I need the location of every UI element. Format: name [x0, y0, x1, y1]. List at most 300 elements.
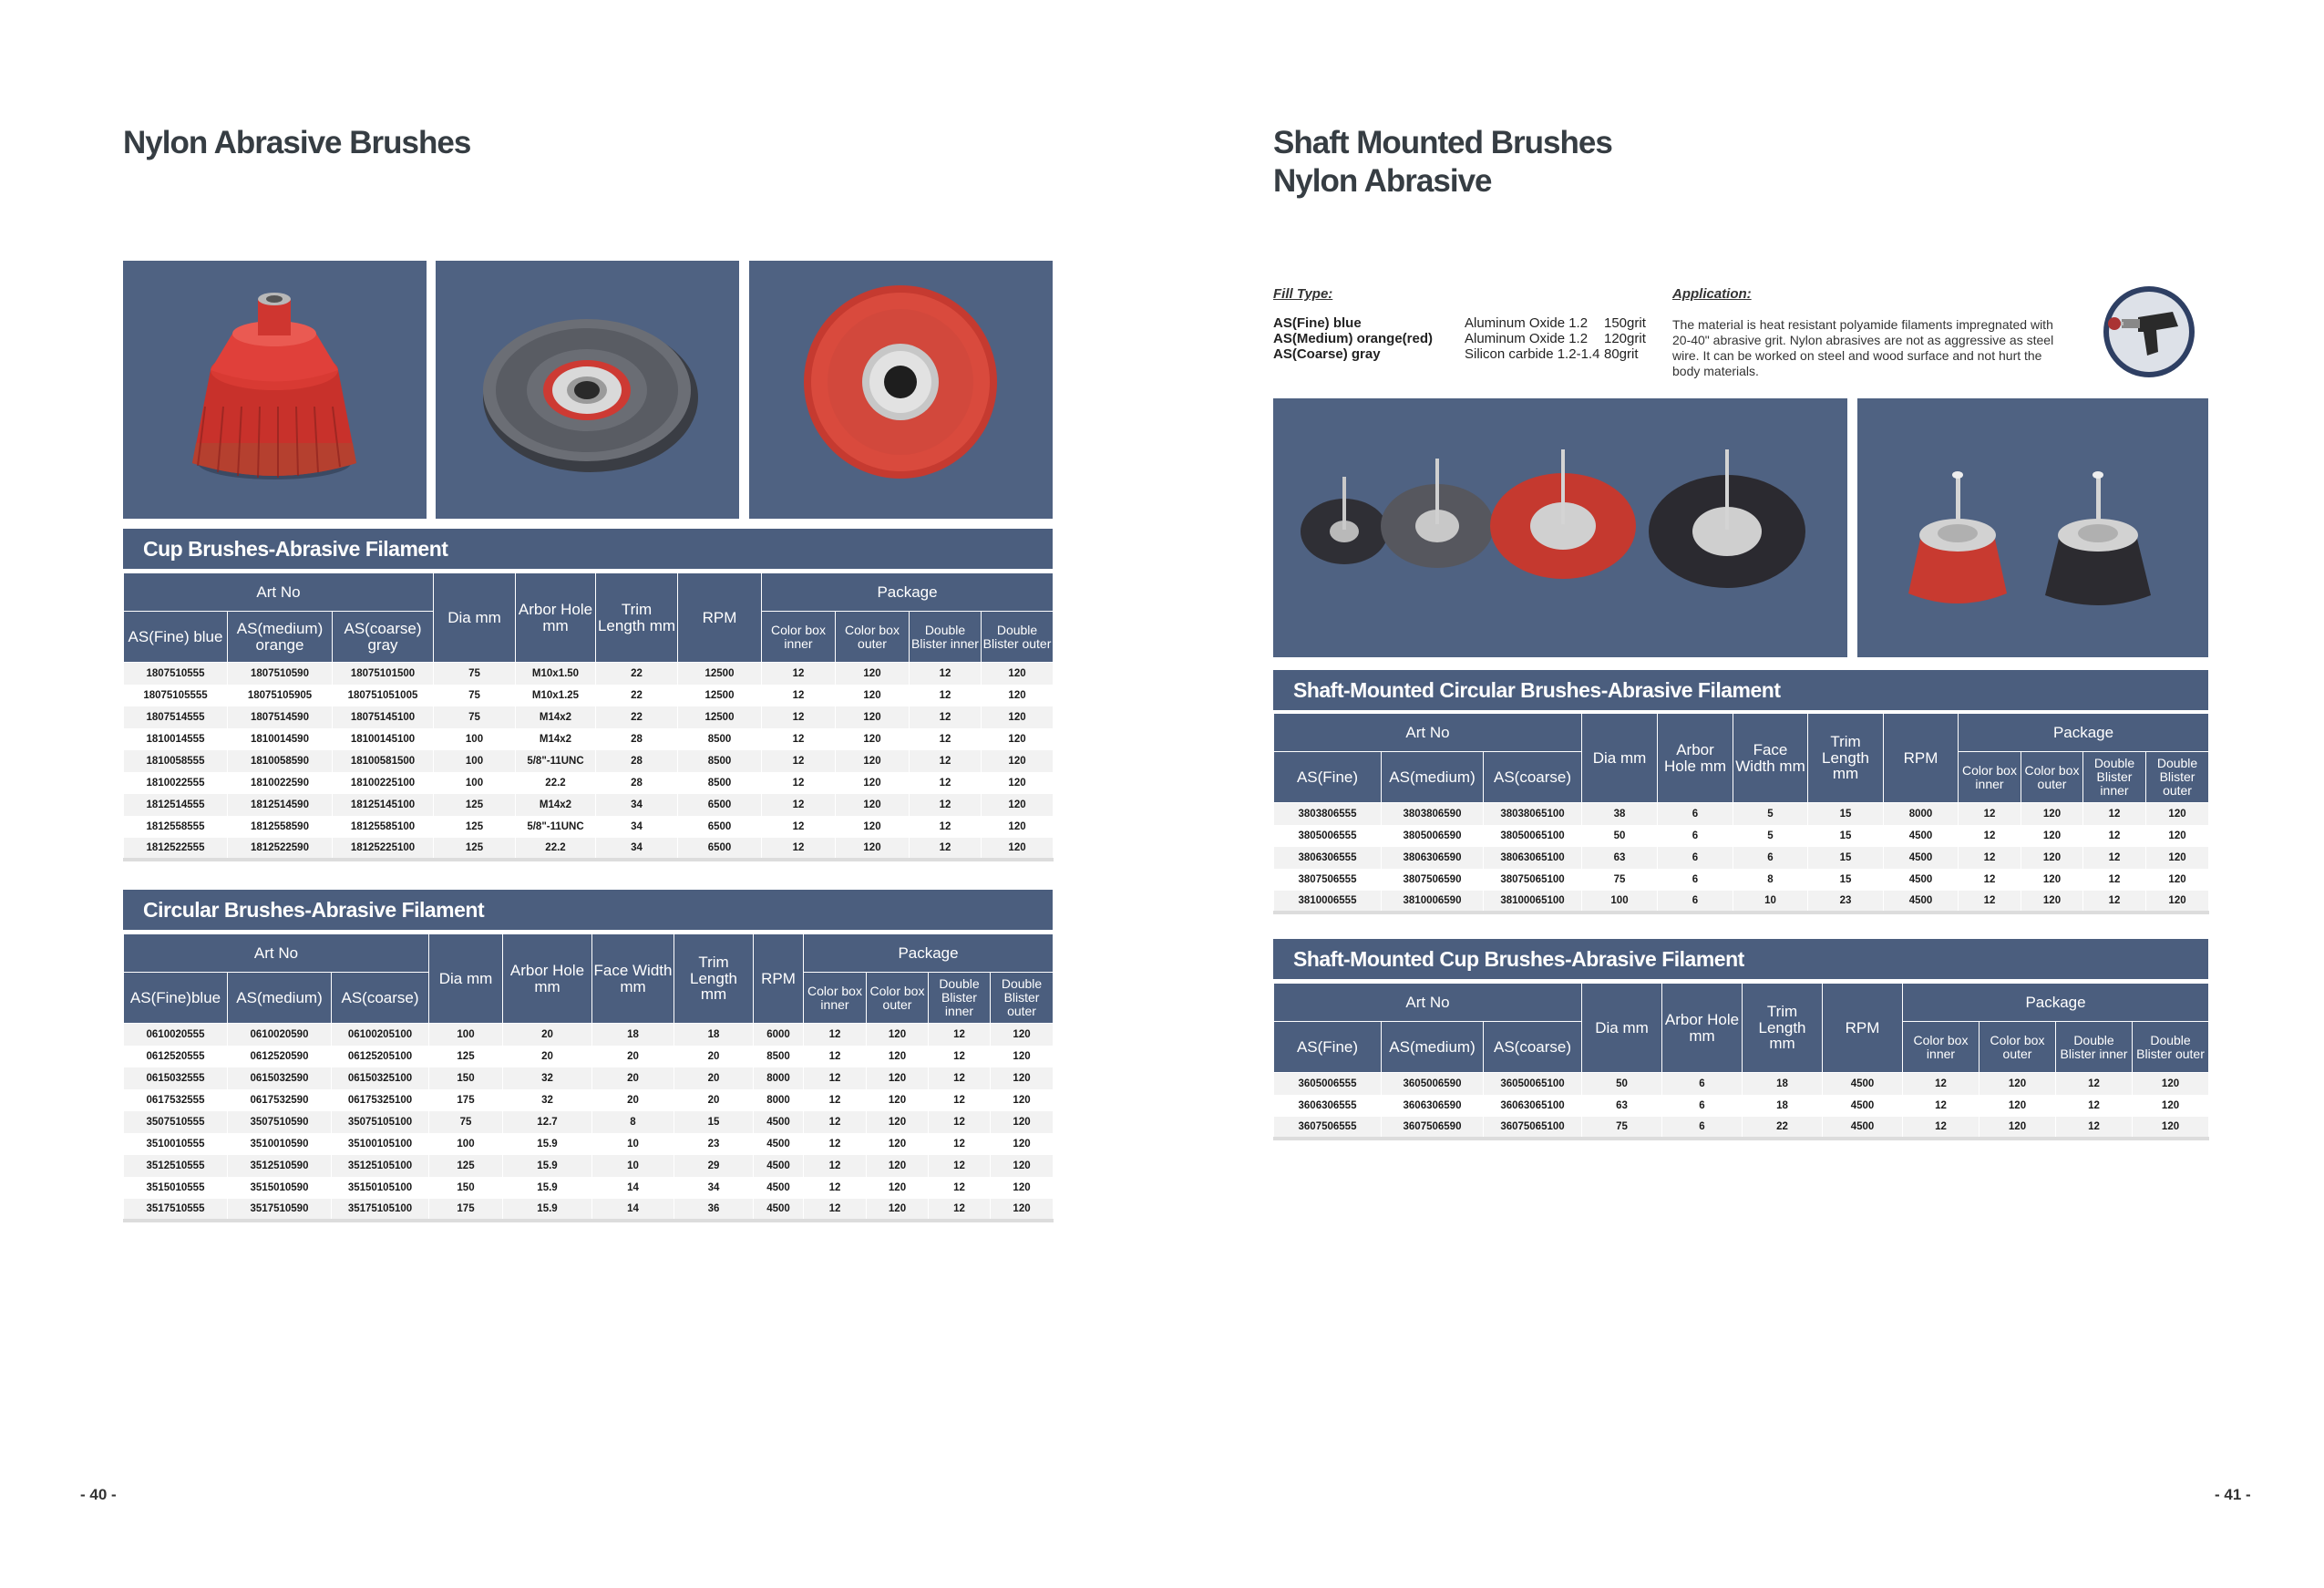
package-header: Package — [1959, 714, 2209, 752]
table-cell: 10 — [592, 1133, 674, 1155]
table-cell: M10x1.50 — [516, 663, 596, 685]
table-row — [124, 706, 1054, 728]
table-cell: 3803806590 — [1382, 803, 1484, 825]
rpm-header: RPM — [754, 934, 804, 1024]
table-cell: 8500 — [754, 1046, 804, 1067]
table-cell: 1812558555 — [124, 816, 228, 838]
trim-length-header: Trim Length mm — [1743, 984, 1823, 1073]
table-cell: 1810058555 — [124, 750, 228, 772]
table-cell: M14x2 — [516, 728, 596, 750]
table-cell: 35075105100 — [332, 1111, 429, 1133]
table-cell: 12 — [762, 794, 836, 816]
color-box-outer-header: Color box outer — [1980, 1022, 2056, 1073]
table-cell: 3510010590 — [228, 1133, 332, 1155]
table-cell: 3605006555 — [1274, 1073, 1382, 1095]
table-cell: 120 — [836, 706, 910, 728]
table-cell: 12 — [1959, 847, 2021, 869]
table-cell: 22 — [596, 663, 678, 685]
table-cell: 120 — [2021, 891, 2083, 913]
fill-grade: AS(Medium) orange(red) — [1273, 331, 1434, 346]
rpm-header: RPM — [1823, 984, 1903, 1073]
table-cell: 120 — [991, 1089, 1054, 1111]
shaft-cup-header: Shaft-Mounted Cup Brushes-Abrasive Filament — [1273, 939, 2208, 979]
table-cell: 12 — [762, 772, 836, 794]
color-box-inner-header: Color box inner — [1903, 1022, 1980, 1073]
table-cell: 75 — [1582, 869, 1658, 891]
color-box-outer-header: Color box outer — [867, 973, 929, 1024]
double-blister-outer-header: Double Blister outer — [991, 973, 1054, 1024]
table-cell: 34 — [596, 816, 678, 838]
table-cell: 100 — [434, 772, 516, 794]
table-cell: 12.7 — [503, 1111, 592, 1133]
table-cell: 14 — [592, 1199, 674, 1221]
table-cell: 3806306555 — [1274, 847, 1382, 869]
shaft-circular-brushes-photo — [1273, 398, 1847, 657]
table-cell: 1812514555 — [124, 794, 228, 816]
table-cell: 4500 — [1884, 891, 1959, 913]
arbor-hole-header: Arbor Hole mm — [503, 934, 592, 1024]
table-cell: 3806306590 — [1382, 847, 1484, 869]
double-blister-inner-header: Double Blister inner — [2056, 1022, 2133, 1073]
table-cell: 12 — [804, 1024, 867, 1046]
table-cell: 15.9 — [503, 1155, 592, 1177]
table-row — [1274, 847, 2209, 869]
table-cell: 120 — [867, 1089, 929, 1111]
table-row — [124, 1199, 1054, 1221]
table-cell: 15 — [1808, 847, 1884, 869]
table-row — [1274, 1095, 2209, 1117]
table-cell: 6 — [1658, 803, 1733, 825]
table-cell: 120 — [836, 728, 910, 750]
table-cell: 120 — [867, 1177, 929, 1199]
double-blister-outer-header: Double Blister outer — [982, 612, 1054, 663]
table-cell: 18100145100 — [333, 728, 434, 750]
table-cell: 75 — [1582, 1117, 1662, 1139]
table-cell: 120 — [1980, 1095, 2056, 1117]
table-cell: 8000 — [1884, 803, 1959, 825]
table-cell: 12 — [1903, 1095, 1980, 1117]
table-row — [1274, 891, 2209, 913]
table-cell: 12 — [929, 1067, 991, 1089]
table-cell: 1810058590 — [228, 750, 333, 772]
art-no-header: Art No — [1274, 984, 1582, 1022]
table-cell: 100 — [434, 728, 516, 750]
table-cell: 22 — [596, 706, 678, 728]
table-cell: 1807514590 — [228, 706, 333, 728]
table-cell: 12 — [2083, 847, 2146, 869]
table-row — [124, 1067, 1054, 1089]
cup-brushes-table — [123, 572, 1054, 861]
table-cell: 120 — [2146, 869, 2209, 891]
table-row — [124, 1024, 1054, 1046]
fine-header: AS(Fine) — [1274, 1022, 1382, 1073]
fill-material: Silicon carbide 1.2-1.4 — [1465, 346, 1600, 362]
table-cell: 63 — [1582, 1095, 1662, 1117]
table-cell: 12 — [929, 1024, 991, 1046]
right-title-line1: Shaft Mounted Brushes — [1273, 125, 1612, 160]
fine-header: AS(Fine) — [1274, 752, 1382, 803]
table-cell: 28 — [596, 728, 678, 750]
package-header: Package — [762, 573, 1054, 612]
table-row — [124, 663, 1054, 685]
table-cell: 35125105100 — [332, 1155, 429, 1177]
dia-header: Dia mm — [1582, 984, 1662, 1073]
table-cell: 120 — [2133, 1117, 2209, 1139]
table-cell: 120 — [836, 838, 910, 860]
table-cell: 12 — [2056, 1073, 2133, 1095]
medium-header: AS(medium) — [1382, 752, 1484, 803]
dia-header: Dia mm — [434, 573, 516, 663]
table-cell: 15.9 — [503, 1133, 592, 1155]
coarse-header: AS(coarse) — [1484, 752, 1582, 803]
table-row — [124, 838, 1054, 860]
table-cell: 120 — [2146, 847, 2209, 869]
table-cell: 0617532590 — [228, 1089, 332, 1111]
right-page-title — [1273, 124, 1612, 201]
table-cell: 12 — [910, 838, 982, 860]
table-cell: 3507510555 — [124, 1111, 228, 1133]
table-cell: 6 — [1662, 1095, 1743, 1117]
table-cell: 120 — [1980, 1117, 2056, 1139]
medium-header: AS(medium) — [228, 973, 332, 1024]
table-cell: 1812522555 — [124, 838, 228, 860]
table-cell: 6 — [1658, 847, 1733, 869]
table-row — [1274, 1117, 2209, 1139]
table-cell: 18075105555 — [124, 685, 228, 706]
table-cell: 120 — [867, 1155, 929, 1177]
table-row — [124, 1155, 1054, 1177]
table-cell: 12 — [762, 816, 836, 838]
table-cell: 18 — [1743, 1073, 1823, 1095]
table-cell: 32 — [503, 1089, 592, 1111]
table-cell: 3507510590 — [228, 1111, 332, 1133]
table-cell: 3810006555 — [1274, 891, 1382, 913]
fill-material: Aluminum Oxide 1.2 — [1465, 315, 1589, 331]
fill-grit: 120grit — [1604, 331, 1646, 346]
fill-grit: 150grit — [1604, 315, 1646, 331]
table-cell: 12 — [929, 1133, 991, 1155]
table-cell: 18075145100 — [333, 706, 434, 728]
table-cell: 6 — [1658, 869, 1733, 891]
table-cell: 120 — [836, 685, 910, 706]
table-cell: 12 — [910, 816, 982, 838]
table-cell: 36050065100 — [1484, 1073, 1582, 1095]
table-cell: 18125225100 — [333, 838, 434, 860]
fill-type-label: Fill Type: — [1273, 286, 1333, 302]
art-no-header: Art No — [1274, 714, 1582, 752]
table-cell: 120 — [867, 1111, 929, 1133]
table-cell: 18075101500 — [333, 663, 434, 685]
table-row — [124, 728, 1054, 750]
left-page-title: Nylon Abrasive Brushes — [123, 125, 471, 160]
table-cell: 8 — [1733, 869, 1808, 891]
table-cell: 175 — [429, 1089, 503, 1111]
table-cell: 0612520590 — [228, 1046, 332, 1067]
table-cell: 18125145100 — [333, 794, 434, 816]
table-cell: 3803806555 — [1274, 803, 1382, 825]
table-row — [1274, 869, 2209, 891]
table-cell: 1810022590 — [228, 772, 333, 794]
table-cell: 50 — [1582, 825, 1658, 847]
table-cell: 120 — [982, 816, 1054, 838]
table-cell: 18 — [1743, 1095, 1823, 1117]
table-cell: 34 — [596, 794, 678, 816]
table-cell: 15 — [1808, 869, 1884, 891]
table-cell: 120 — [982, 750, 1054, 772]
table-cell: 12 — [910, 706, 982, 728]
table-cell: 22.2 — [516, 838, 596, 860]
table-cell: 1812514590 — [228, 794, 333, 816]
table-cell: 12 — [804, 1133, 867, 1155]
table-cell: 120 — [982, 772, 1054, 794]
grey-wheel-brush-photo — [436, 261, 739, 519]
table-cell: 20 — [674, 1089, 754, 1111]
table-cell: 12 — [762, 838, 836, 860]
table-cell: 12 — [929, 1199, 991, 1221]
trim-length-header: Trim Length mm — [674, 934, 754, 1024]
table-cell: 12 — [910, 728, 982, 750]
shaft-circular-table — [1273, 713, 2209, 914]
table-row — [124, 685, 1054, 706]
table-cell: 3510010555 — [124, 1133, 228, 1155]
table-cell: 12 — [804, 1089, 867, 1111]
table-cell: 3606306555 — [1274, 1095, 1382, 1117]
table-cell: 120 — [2146, 825, 2209, 847]
table-cell: 22 — [596, 685, 678, 706]
table-cell: 4500 — [1823, 1095, 1903, 1117]
color-box-outer-header: Color box outer — [836, 612, 910, 663]
table-cell: 3810006590 — [1382, 891, 1484, 913]
table-cell: 06125205100 — [332, 1046, 429, 1067]
table-cell: 12 — [2083, 825, 2146, 847]
table-row — [1274, 803, 2209, 825]
table-cell: 1812558590 — [228, 816, 333, 838]
table-cell: 120 — [991, 1199, 1054, 1221]
table-cell: 120 — [991, 1177, 1054, 1199]
table-row — [124, 772, 1054, 794]
coarse-header: AS(coarse) — [332, 973, 429, 1024]
table-cell: 12 — [762, 685, 836, 706]
shaft-cup-brushes-photo — [1857, 398, 2208, 657]
table-cell: 120 — [982, 706, 1054, 728]
table-cell: 5/8"-11UNC — [516, 816, 596, 838]
table-cell: 5 — [1733, 803, 1808, 825]
cup-brush-illustration — [123, 261, 427, 519]
table-cell: 100 — [429, 1024, 503, 1046]
table-cell: 12 — [804, 1046, 867, 1067]
table-cell: 06150325100 — [332, 1067, 429, 1089]
table-cell: 125 — [429, 1046, 503, 1067]
table-cell: 23 — [674, 1133, 754, 1155]
fine-header: AS(Fine)blue — [124, 973, 228, 1024]
table-cell: 12 — [2083, 803, 2146, 825]
table-cell: 1812522590 — [228, 838, 333, 860]
table-cell: 125 — [434, 794, 516, 816]
table-cell: 120 — [2021, 803, 2083, 825]
table-row — [124, 1111, 1054, 1133]
table-cell: 150 — [429, 1067, 503, 1089]
table-cell: 120 — [991, 1067, 1054, 1089]
table-cell: M14x2 — [516, 706, 596, 728]
table-cell: 8000 — [754, 1089, 804, 1111]
arbor-hole-header: Arbor Hole mm — [516, 573, 596, 663]
table-cell: 15 — [1808, 803, 1884, 825]
red-wheel-brush-photo — [749, 261, 1053, 519]
table-cell: 120 — [836, 794, 910, 816]
dia-header: Dia mm — [429, 934, 503, 1024]
table-row — [124, 1089, 1054, 1111]
table-row — [124, 816, 1054, 838]
table-cell: 12 — [910, 794, 982, 816]
arbor-hole-header: Arbor Hole mm — [1662, 984, 1743, 1073]
table-cell: 4500 — [1823, 1117, 1903, 1139]
table-cell: 20 — [503, 1024, 592, 1046]
table-cell: 120 — [1980, 1073, 2056, 1095]
table-cell: 12500 — [678, 663, 762, 685]
table-cell: 6 — [1662, 1073, 1743, 1095]
table-cell: 38050065100 — [1484, 825, 1582, 847]
double-blister-inner-header: Double Blister inner — [929, 973, 991, 1024]
table-cell: 12 — [1959, 825, 2021, 847]
package-header: Package — [804, 934, 1054, 973]
table-cell: 12 — [2056, 1117, 2133, 1139]
table-cell: 14 — [592, 1177, 674, 1199]
table-cell: 12 — [762, 706, 836, 728]
table-cell: 32 — [503, 1067, 592, 1089]
table-cell: 0617532555 — [124, 1089, 228, 1111]
table-cell: 175 — [429, 1199, 503, 1221]
table-cell: 3515010555 — [124, 1177, 228, 1199]
table-cell: 1810014590 — [228, 728, 333, 750]
table-cell: 3807506555 — [1274, 869, 1382, 891]
application-label: Application: — [1672, 286, 1752, 302]
table-cell: 120 — [991, 1111, 1054, 1133]
table-cell: 06100205100 — [332, 1024, 429, 1046]
trim-length-header: Trim Length mm — [1808, 714, 1884, 803]
art-no-header: Art No — [124, 934, 429, 973]
table-cell: 28 — [596, 772, 678, 794]
table-cell: 3605006590 — [1382, 1073, 1484, 1095]
table-cell: 0615032555 — [124, 1067, 228, 1089]
table-cell: 12 — [804, 1177, 867, 1199]
table-cell: 8500 — [678, 750, 762, 772]
table-cell: 34 — [596, 838, 678, 860]
fill-material: Aluminum Oxide 1.2 — [1465, 331, 1589, 346]
table-cell: 12 — [804, 1111, 867, 1133]
table-cell: 120 — [836, 750, 910, 772]
table-cell: 120 — [2021, 847, 2083, 869]
table-cell: M10x1.25 — [516, 685, 596, 706]
table-cell: 12 — [762, 728, 836, 750]
table-cell: 18 — [592, 1024, 674, 1046]
color-box-outer-header: Color box outer — [2021, 752, 2083, 803]
table-row — [1274, 1073, 2209, 1095]
table-cell: 20 — [674, 1046, 754, 1067]
table-cell: 120 — [2021, 869, 2083, 891]
table-cell: 6500 — [678, 794, 762, 816]
right-title-line2: Nylon Abrasive — [1273, 163, 1492, 199]
fill-grit: 80grit — [1604, 346, 1639, 362]
table-cell: 12 — [2056, 1095, 2133, 1117]
table-cell: 38038065100 — [1484, 803, 1582, 825]
table-cell: 1810022555 — [124, 772, 228, 794]
table-cell: 12 — [1903, 1117, 1980, 1139]
shaft-circular-illustration — [1273, 398, 1847, 657]
table-cell: 4500 — [1884, 869, 1959, 891]
dia-header: Dia mm — [1582, 714, 1658, 803]
table-cell: 20 — [674, 1067, 754, 1089]
table-cell: 12 — [929, 1177, 991, 1199]
table-cell: 5/8"-11UNC — [516, 750, 596, 772]
application-text: The material is heat resistant polyamide filaments impregnated with 20-40" abrasive grit. Nylon abrasives are not as aggressive as steel wire. It can be worked on steel and wood surface and not hurt the body materials. — [1672, 317, 2054, 378]
table-cell: 6 — [1658, 825, 1733, 847]
table-cell: 120 — [836, 816, 910, 838]
table-cell: 22 — [1743, 1117, 1823, 1139]
face-width-header: Face Width mm — [1733, 714, 1808, 803]
table-cell: 6 — [1662, 1117, 1743, 1139]
table-cell: 3512510555 — [124, 1155, 228, 1177]
table-cell: 10 — [592, 1155, 674, 1177]
table-cell: 75 — [434, 663, 516, 685]
table-cell: 15 — [674, 1111, 754, 1133]
table-cell: 18100225100 — [333, 772, 434, 794]
table-cell: 35150105100 — [332, 1177, 429, 1199]
table-cell: 125 — [434, 816, 516, 838]
table-cell: 12 — [910, 772, 982, 794]
table-cell: 120 — [2133, 1095, 2209, 1117]
color-box-inner-header: Color box inner — [1959, 752, 2021, 803]
table-cell: 12 — [804, 1155, 867, 1177]
table-cell: 12 — [1903, 1073, 1980, 1095]
table-cell: 120 — [991, 1024, 1054, 1046]
coarse-header: AS(coarse) gray — [333, 612, 434, 663]
table-cell: 12 — [929, 1111, 991, 1133]
art-no-header: Art No — [124, 573, 434, 612]
color-box-inner-header: Color box inner — [762, 612, 836, 663]
table-cell: 18125585100 — [333, 816, 434, 838]
table-cell: 8500 — [678, 728, 762, 750]
medium-header: AS(medium) orange — [228, 612, 333, 663]
table-cell: 100 — [1582, 891, 1658, 913]
table-cell: 28 — [596, 750, 678, 772]
fill-grade: AS(Fine) blue — [1273, 315, 1362, 331]
table-cell: 120 — [991, 1046, 1054, 1067]
table-cell: 125 — [434, 838, 516, 860]
table-cell: M14x2 — [516, 794, 596, 816]
table-cell: 3517510555 — [124, 1199, 228, 1221]
table-cell: 38063065100 — [1484, 847, 1582, 869]
table-cell: 12 — [929, 1155, 991, 1177]
table-cell: 3512510590 — [228, 1155, 332, 1177]
table-cell: 12 — [762, 663, 836, 685]
table-cell: 15.9 — [503, 1199, 592, 1221]
table-cell: 29 — [674, 1155, 754, 1177]
cup-brush-photo — [123, 261, 427, 519]
table-cell: 12 — [1959, 891, 2021, 913]
rpm-header: RPM — [678, 573, 762, 663]
table-cell: 06175325100 — [332, 1089, 429, 1111]
left-page-number: - 40 - — [80, 1486, 117, 1503]
table-cell: 6 — [1658, 891, 1733, 913]
table-cell: 34 — [674, 1177, 754, 1199]
table-cell: 120 — [2146, 891, 2209, 913]
table-cell: 120 — [867, 1024, 929, 1046]
table-cell: 38 — [1582, 803, 1658, 825]
table-cell: 0610020555 — [124, 1024, 228, 1046]
double-blister-inner-header: Double Blister inner — [910, 612, 982, 663]
table-cell: 10 — [1733, 891, 1808, 913]
table-cell: 20 — [592, 1089, 674, 1111]
